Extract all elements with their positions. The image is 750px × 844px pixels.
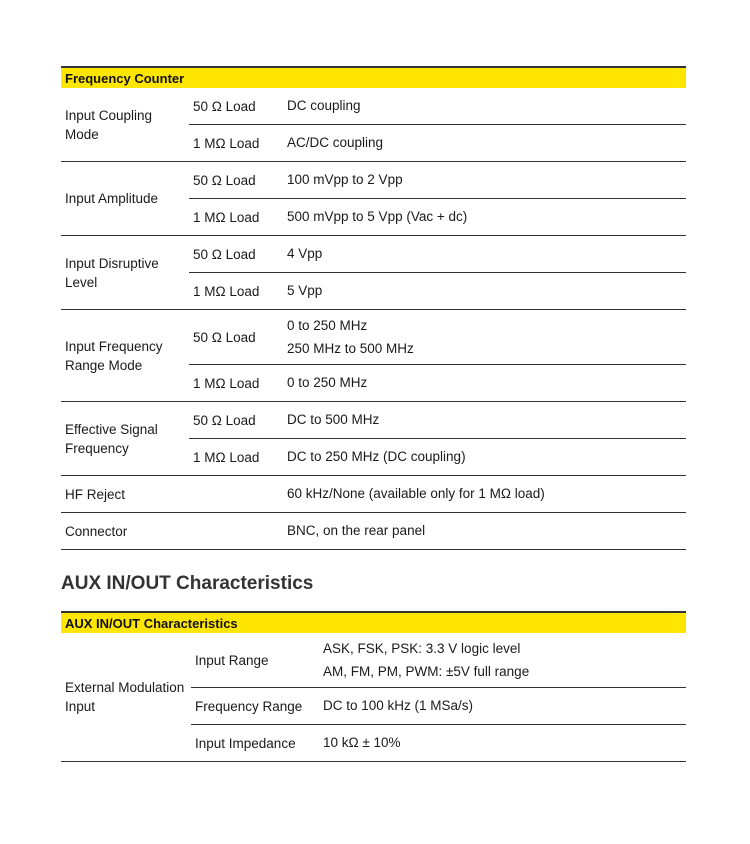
value-text: 5 Vpp	[287, 283, 323, 298]
load-label	[189, 476, 287, 512]
sub-row	[189, 310, 686, 365]
load-label: 1 MΩ Load	[193, 135, 260, 151]
sub-row	[191, 725, 686, 761]
value-text: AM, FM, PM, PWM: ±5V full range	[323, 664, 530, 679]
load-label: Input Impedance	[195, 735, 296, 751]
load-label: 1 MΩ Load	[193, 283, 260, 299]
row-label: External Modulation Input	[65, 680, 185, 714]
value-text: DC to 250 MHz (DC coupling)	[287, 449, 466, 464]
value-text: 0 to 250 MHz	[287, 318, 368, 333]
sub-row	[189, 88, 686, 125]
value-text: 0 to 250 MHz	[287, 375, 368, 390]
frequency-counter-table	[61, 66, 686, 550]
row-label: Input Amplitude	[65, 191, 159, 206]
load-label: 1 MΩ Load	[193, 449, 260, 465]
row-label: HF Reject	[65, 486, 126, 502]
aux-characteristics-table	[61, 611, 686, 762]
sub-row	[189, 402, 686, 439]
load-label: Frequency Range	[195, 698, 303, 714]
sub-row	[189, 199, 686, 235]
load-label: 50 Ω Load	[193, 172, 256, 188]
load-label: 50 Ω Load	[193, 329, 256, 345]
table-header: Frequency Counter	[61, 66, 686, 88]
load-label: 1 MΩ Load	[193, 375, 260, 391]
value-text: BNC, on the rear panel	[287, 523, 426, 538]
load-label: 50 Ω Load	[193, 98, 256, 114]
row-label: Input Frequency Range Mode	[65, 338, 163, 373]
table-header: AUX IN/OUT Characteristics	[61, 611, 686, 633]
value-text: 10 kΩ ± 10%	[323, 735, 401, 750]
table-row	[61, 402, 686, 476]
value-text: AC/DC coupling	[287, 135, 384, 150]
value-text: 100 mVpp to 2 Vpp	[287, 172, 403, 187]
load-label: 50 Ω Load	[193, 412, 256, 428]
table-row	[61, 513, 686, 550]
table-row	[61, 88, 686, 162]
value-text: 500 mVpp to 5 Vpp (Vac + dc)	[287, 209, 468, 224]
table-row	[61, 476, 686, 513]
section-title: AUX IN/OUT Characteristics	[61, 573, 314, 594]
table-row	[61, 236, 686, 310]
sub-row	[189, 439, 686, 475]
sub-row	[189, 162, 686, 199]
table-row	[61, 633, 686, 762]
table-row	[61, 310, 686, 402]
value-text: DC coupling	[287, 98, 361, 113]
value-text: DC to 500 MHz	[287, 412, 380, 427]
sub-row	[189, 476, 686, 512]
load-label: 50 Ω Load	[193, 246, 256, 262]
load-label: Input Range	[195, 652, 269, 668]
sub-row	[189, 513, 686, 549]
value-text: 4 Vpp	[287, 246, 323, 261]
row-label: Effective Signal Frequency	[65, 421, 158, 456]
load-label	[189, 513, 287, 549]
value-text: ASK, FSK, PSK: 3.3 V logic level	[323, 641, 521, 656]
row-label: Input Coupling Mode	[65, 107, 153, 142]
row-label: Connector	[65, 523, 128, 539]
sub-row	[189, 236, 686, 273]
value-text: 60 kHz/None (available only for 1 MΩ load)	[287, 486, 545, 501]
sub-row	[191, 633, 686, 688]
load-label: 1 MΩ Load	[193, 209, 260, 225]
sub-row	[189, 365, 686, 401]
table-row	[61, 162, 686, 236]
row-label: Input Disruptive Level	[65, 255, 159, 290]
value-text: 250 MHz to 500 MHz	[287, 341, 414, 356]
sub-row	[189, 125, 686, 161]
sub-row	[191, 688, 686, 725]
sub-row	[189, 273, 686, 309]
value-text: DC to 100 kHz (1 MSa/s)	[323, 698, 474, 713]
